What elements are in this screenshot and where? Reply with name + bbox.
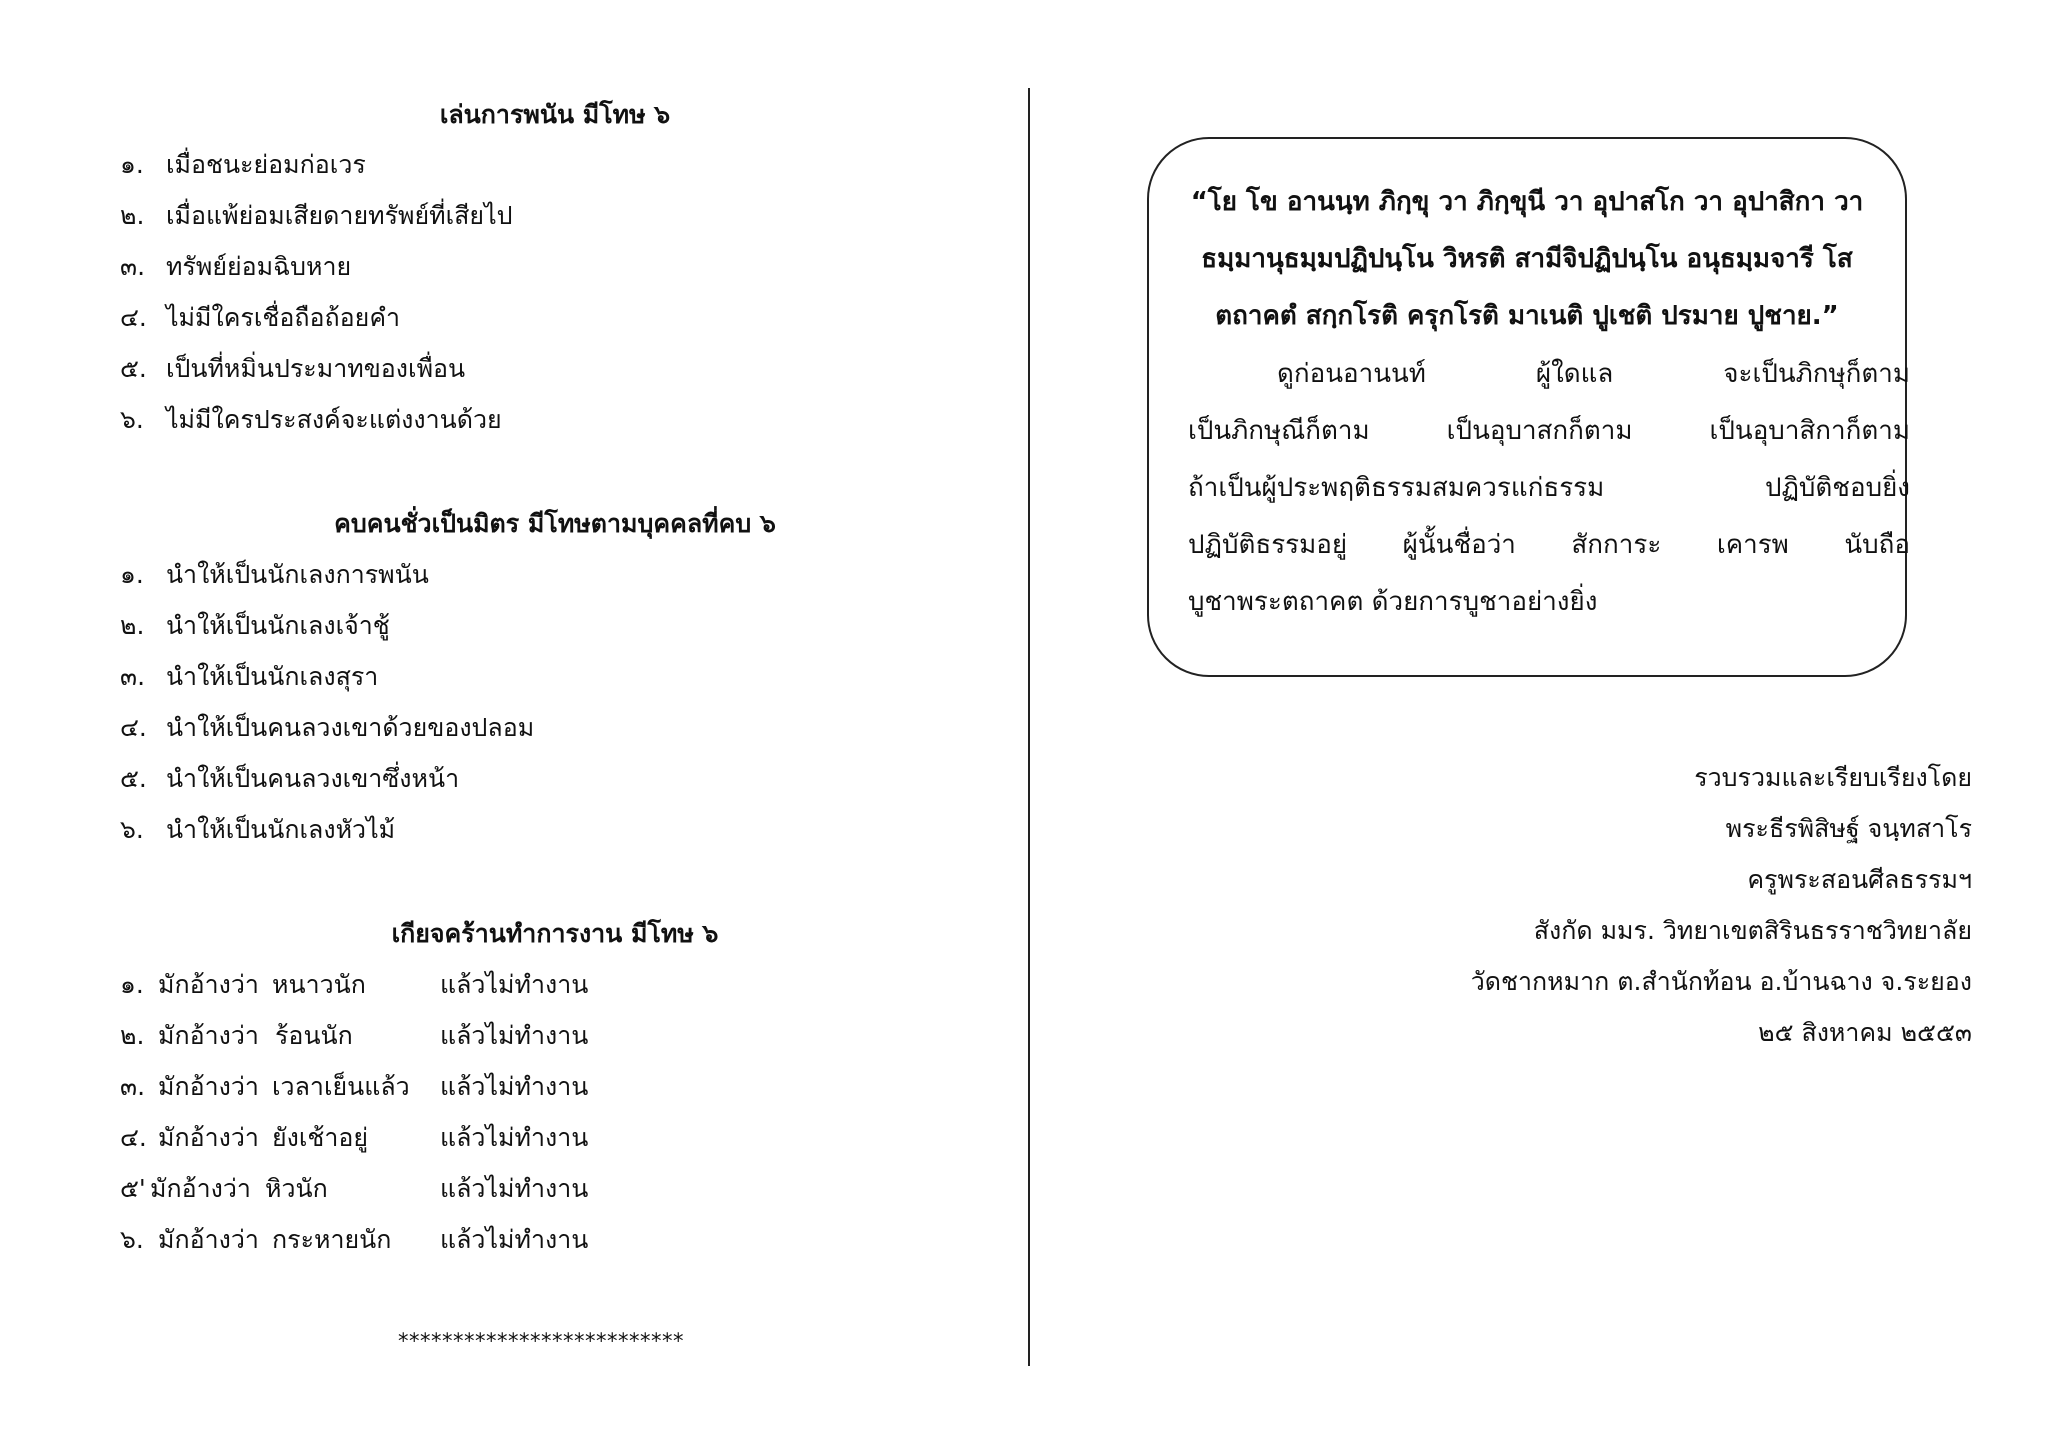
list-item xyxy=(120,402,502,438)
item-reason: ยังเช้าอยู่ xyxy=(272,1123,369,1152)
item-reason: กระหายนัก xyxy=(272,1225,392,1254)
list-item xyxy=(120,1171,640,1207)
item-number: ๓. xyxy=(120,662,146,691)
translation-word: ปฏิบัติธรรมอยู่ xyxy=(1188,530,1348,560)
item-excuse: มักอ้างว่า xyxy=(158,1021,259,1050)
list-item xyxy=(120,1120,640,1156)
item-number: ๔. xyxy=(120,1123,147,1152)
translation-word: ปฏิบัติชอบยิ่ง xyxy=(1764,473,1910,503)
item-number: ๖. xyxy=(120,405,144,434)
translation-word: จะเป็นภิกษุก็ตาม xyxy=(1723,359,1910,389)
item-number: ๔. xyxy=(120,303,147,332)
list-item xyxy=(120,351,465,387)
item-result: แล้วไม่ทำงาน xyxy=(440,1225,589,1254)
translation-word: ดูก่อนอานนท์ xyxy=(1277,359,1426,389)
credit-line: วัดชากหมาก ต.สำนักท้อน อ.บ้านฉาง จ.ระยอง xyxy=(1470,967,1972,996)
item-excuse: มักอ้างว่า xyxy=(158,970,259,999)
item-text: นำให้เป็นคนลวงเขาซึ่งหน้า xyxy=(165,764,460,793)
translation-word: ถ้าเป็นผู้ประพฤติธรรมสมควรแก่ธรรม xyxy=(1188,473,1605,503)
end-marks: ************************** xyxy=(398,1329,684,1353)
list-item xyxy=(120,608,390,644)
translation-word: เป็นอุบาสิกาก็ตาม xyxy=(1709,416,1910,446)
page-fold-divider xyxy=(1028,88,1030,1366)
item-text: ไม่มีใครเชื่อถือถ้อยคำ xyxy=(165,303,401,332)
item-number: ๖. xyxy=(120,815,144,844)
item-result: แล้วไม่ทำงาน xyxy=(440,970,589,999)
pali-quote-line: ธมฺมานุธมฺมปฏิปนฺโน วิหรติ สามีจิปฏิปนฺโน อนุธมฺมจารี โส xyxy=(1201,244,1853,274)
item-text: เป็นที่หมิ่นประมาทของเพื่อน xyxy=(165,354,466,383)
item-text: นำให้เป็นนักเลงหัวไม้ xyxy=(165,815,396,844)
item-excuse: มักอ้างว่า xyxy=(158,1123,259,1152)
list-item xyxy=(120,967,640,1003)
translation-word: ผู้ใดแล xyxy=(1535,359,1614,389)
pali-quote-line: ตถาคตํ สกฺกโรติ ครุกโรติ มาเนติ ปูเชติ ปรมาย ปูชาย.” xyxy=(1215,301,1839,331)
translation-line xyxy=(1277,356,1910,392)
list-item xyxy=(120,710,534,746)
item-number: ๓. xyxy=(120,1072,146,1101)
item-result: แล้วไม่ทำงาน xyxy=(440,1021,589,1050)
list-item xyxy=(120,147,366,183)
item-reason: ร้อนนัก xyxy=(275,1021,353,1050)
list-item xyxy=(120,557,429,593)
translation-word: เป็นภิกษุณีก็ตาม xyxy=(1188,416,1370,446)
translation-word: เป็นอุบาสกก็ตาม xyxy=(1446,416,1633,446)
item-number: ๒. xyxy=(120,1021,145,1050)
translation-word: บูชาพระตถาคต ด้วยการบูชาอย่างยิ่ง xyxy=(1188,587,1598,617)
item-text: ไม่มีใครประสงค์จะแต่งงานด้วย xyxy=(165,405,502,434)
list-item xyxy=(120,249,351,285)
item-number: ๕. xyxy=(120,764,147,793)
item-number: ๑. xyxy=(120,150,144,179)
list-item xyxy=(120,812,395,848)
translation-word: เคารพ xyxy=(1716,530,1789,560)
credit-line: สังกัด มมร. วิทยาเขตสิรินธรราชวิทยาลัย xyxy=(1533,916,1972,945)
item-number: ๑. xyxy=(120,560,144,589)
item-text: นำให้เป็นนักเลงสุรา xyxy=(165,662,379,691)
list-item xyxy=(120,1069,640,1105)
translation-line xyxy=(1188,470,1910,506)
item-text: นำให้เป็นนักเลงการพนัน xyxy=(165,560,429,589)
item-number: ๓. xyxy=(120,252,146,281)
item-text: เมื่อแพ้ย่อมเสียดายทรัพย์ที่เสียไป xyxy=(165,201,513,230)
item-number: ๑. xyxy=(120,970,144,999)
section-title-gambling: เล่นการพนัน มีโทษ ๖ xyxy=(439,100,671,129)
item-reason: หนาวนัก xyxy=(272,970,366,999)
item-number: ๖. xyxy=(120,1225,144,1254)
item-text: นำให้เป็นนักเลงเจ้าชู้ xyxy=(165,611,390,640)
item-text: เมื่อชนะย่อมก่อเวร xyxy=(165,150,366,179)
item-number: ๕. xyxy=(120,354,147,383)
pali-quote-line: “โย โข อานนฺท ภิกฺขุ วา ภิกฺขุนี วา อุปาสโก วา อุปาสิกา วา xyxy=(1190,187,1864,217)
list-item xyxy=(120,300,400,336)
item-result: แล้วไม่ทำงาน xyxy=(440,1123,589,1152)
list-item xyxy=(120,1018,640,1054)
item-number: ๔. xyxy=(120,713,147,742)
translation-line xyxy=(1188,413,1910,449)
item-number: ๒. xyxy=(120,201,145,230)
item-text: ทรัพย์ย่อมฉิบหาย xyxy=(165,252,352,281)
credit-line: ครูพระสอนศีลธรรมฯ xyxy=(1747,865,1972,894)
item-reason: เวลาเย็นแล้ว xyxy=(272,1072,410,1101)
item-result: แล้วไม่ทำงาน xyxy=(440,1072,589,1101)
item-excuse: มักอ้างว่า xyxy=(158,1072,259,1101)
credit-line: ๒๕ สิงหาคม ๒๕๕๓ xyxy=(1758,1018,1972,1047)
translation-line xyxy=(1188,527,1910,563)
list-item xyxy=(120,1222,640,1258)
section-title-bad-friends: คบคนชั่วเป็นมิตร มีโทษตามบุคคลที่คบ ๖ xyxy=(334,509,776,538)
item-reason: หิวนัก xyxy=(265,1174,328,1203)
list-item xyxy=(120,659,378,695)
credit-line: รวบรวมและเรียบเรียงโดย xyxy=(1694,763,1972,792)
list-item xyxy=(120,198,513,234)
list-item xyxy=(120,761,459,797)
item-number: ๒. xyxy=(120,611,145,640)
item-result: แล้วไม่ทำงาน xyxy=(440,1174,589,1203)
section-title-laziness: เกียจคร้านทำการงาน มีโทษ ๖ xyxy=(391,919,719,948)
credit-line: พระธีรพิสิษฐ์ จนฺทสาโร xyxy=(1725,814,1972,843)
translation-word: นับถือ xyxy=(1844,530,1910,560)
translation-word: สักการะ xyxy=(1571,530,1662,560)
item-excuse: มักอ้างว่า xyxy=(150,1174,251,1203)
item-text: นำให้เป็นคนลวงเขาด้วยของปลอม xyxy=(165,713,535,742)
translation-line xyxy=(1188,584,1910,620)
item-number: ๕' xyxy=(120,1174,146,1203)
translation-word: ผู้นั้นชื่อว่า xyxy=(1402,530,1516,560)
item-excuse: มักอ้างว่า xyxy=(158,1225,259,1254)
